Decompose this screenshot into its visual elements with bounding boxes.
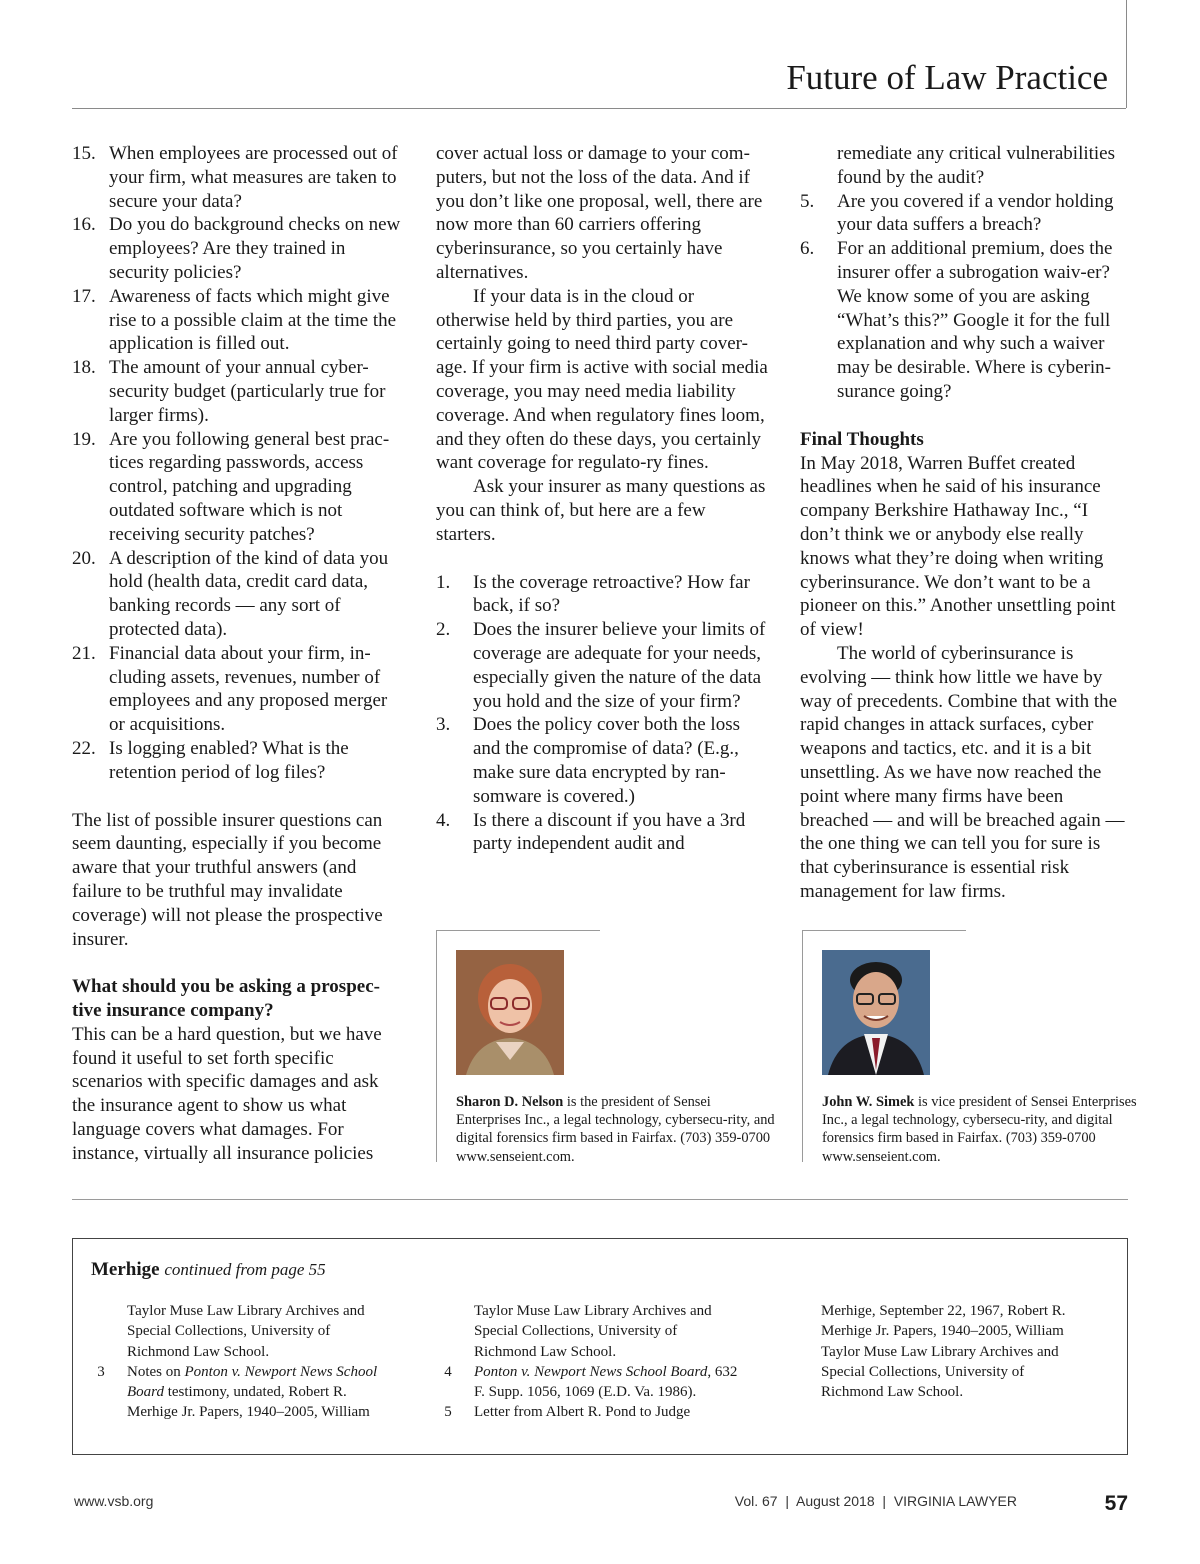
- list-item: 18. The amount of your annual cyber-security budget (particularly true for larger firms).: [72, 357, 386, 426]
- box-title: Merhige continued from page 55: [91, 1259, 326, 1280]
- bio-text: John W. Simek is vice president of Sensei Enterprises Inc., a legal technology, cybersecu-rity, and digital forensics firm based in Fairfax. (703) 359-0700 www.senseient.com.: [822, 1094, 1137, 1165]
- list-item: 3. Does the policy cover both the loss and the compromise of data? (E.g., make sure data encrypted by ran-somware is covered.): [436, 714, 741, 807]
- header-rule: [72, 108, 1126, 109]
- paragraph: cover actual loss or damage to your com-puters, but not the loss of the data. And if you don’t like one proposal, well, there are now more than 60 carriers offering cyberinsurance, so you certainly have alternatives.: [436, 143, 763, 283]
- list-item: 20. A description of the kind of data you hold (health data, credit card data, banking records — any sort of protected data).: [72, 547, 389, 640]
- list-item: 1. Is the coverage retroactive? How far back, if so?: [436, 571, 750, 617]
- bio-rule: [802, 930, 966, 931]
- list-item: 16. Do you do background checks on new employees? Are they trained in security policies?: [72, 214, 401, 283]
- bio-rule: [436, 930, 600, 931]
- notes-column-1: [91, 1301, 391, 1423]
- insurer-question-list: [436, 571, 768, 857]
- endnote: 4 Ponton v. Newport News School Board, 632 F. Supp. 1056, 1069 (E.D. Va. 1986).: [444, 1363, 738, 1401]
- author-photo: [456, 950, 564, 1075]
- footer-url: www.vsb.org: [74, 1493, 154, 1509]
- list-item: 15. When employees are processed out of your firm, what measures are taken to secure your data?: [72, 143, 398, 212]
- notes-column-3: [785, 1301, 1085, 1402]
- paragraph: This can be a hard question, but we have found it useful to set forth specific scenarios with specific damages and ask the insurance agent to show us what language covers what damages. For instance, virtually all insurance policies: [72, 1023, 382, 1164]
- list-item: 6. For an additional premium, does the insurer offer a subrogation waiv-er? We know some of you are asking “What’s this?” Google it for the full explanation and why such a waiver may be desirable. Where is cyberin-surance going?: [800, 238, 1113, 402]
- header-divider-vertical: [1126, 0, 1127, 108]
- bio-rule: [802, 930, 803, 1162]
- paragraph: Ask your insurer as many questions as you can think of, but here are a few starters.: [436, 476, 766, 545]
- article-column-2: [436, 142, 768, 856]
- paragraph: In May 2018, Warren Buffet created headlines when he said of his insurance company Berkshire Hathaway Inc., “I don’t think we or anybody else really knows what they’re doing when writing cyberinsurance. We don’t want to be a pioneer on this.” Another unsettling point of view!: [800, 452, 1116, 641]
- endnote: 3 Notes on Ponton v. Newport News School Board testimony, undated, Robert R. Merhige Jr. Papers, 1940–2005, William: [97, 1363, 378, 1421]
- list-item: 19. Are you following general best prac-tices regarding passwords, access control, patching and upgrading outdated software which is not receiving security patches?: [72, 428, 390, 545]
- endnote: Taylor Muse Law Library Archives and Special Collections, University of Richmond Law School.: [127, 1303, 365, 1360]
- list-item: 5. Are you covered if a vendor holding your data suffers a breach?: [800, 190, 1114, 236]
- continued-notes-box: [72, 1238, 1128, 1455]
- author-bio-nelson: [436, 930, 775, 1165]
- endnote: 5 Letter from Albert R. Pond to Judge: [444, 1404, 691, 1421]
- endnote: Merhige, September 22, 1967, Robert R. Merhige Jr. Papers, 1940–2005, William Taylor Muse Law Library Archives and Special Collections, University of Richmond Law School.: [821, 1303, 1066, 1401]
- list-item: 22. Is logging enabled? What is the retention period of log files?: [72, 737, 349, 783]
- page-number: 57: [1104, 1492, 1128, 1515]
- article-column-1: [72, 142, 404, 1166]
- paragraph: The list of possible insurer questions can seem daunting, especially if you become aware that your truthful answers (and failure to be truthful may invalidate coverage) will not please the prospective insurer.: [72, 809, 383, 950]
- author-photo: [822, 950, 930, 1075]
- article-column-3: [800, 142, 1130, 904]
- paragraph: The world of cyberinsurance is evolving — think how little we have by way of precedents. Combine that with the rapid changes in attack surfaces, cyber weapons and tactics, etc. and it is a bit unsettling. As we have now reached the point where many firms have been breached — and will be breached again — the one thing we can tell you for sure is that cyberinsurance is essential risk management for law firms.: [800, 642, 1125, 902]
- bio-text: Sharon D. Nelson is the president of Sensei Enterprises Inc., a legal technology, cybersecu-rity, and digital forensics firm based in Fairfax. (703) 359-0700 www.senseient.com.: [456, 1094, 775, 1165]
- list-item: 4. Is there a discount if you have a 3rd party independent audit and: [436, 809, 746, 855]
- endnote: Taylor Muse Law Library Archives and Special Collections, University of Richmond Law School.: [474, 1303, 712, 1360]
- bio-rule: [436, 930, 437, 1162]
- section-title: Future of Law Practice: [786, 58, 1108, 97]
- author-bio-simek: [802, 930, 1137, 1165]
- subheading: What should you be asking a prospec-tive insurance company?: [72, 976, 380, 1022]
- footer-issue: Vol. 67 | August 2018 | VIRGINIA LAWYER: [734, 1493, 1017, 1509]
- insurer-question-list-continued: [800, 190, 1130, 404]
- list-item: 21. Financial data about your firm, in-cluding assets, revenues, number of employees and any proposed merger or acquisitions.: [72, 642, 388, 736]
- notes-column-2: [438, 1301, 738, 1423]
- subheading: Final Thoughts: [800, 428, 924, 450]
- paragraph: If your data is in the cloud or otherwise held by third parties, you are certainly going to need third party cover-age. If your firm is active with social media coverage, you may need media liability coverage. And when regulatory fines loom, and they often do these days, you certainly want coverage for regulato-ry fines.: [436, 285, 768, 474]
- list-item: 17. Awareness of facts which might give rise to a possible claim at the time the application is filled out.: [72, 285, 397, 355]
- section-divider: [72, 1199, 1128, 1200]
- list-item: 2. Does the insurer believe your limits of coverage are adequate for your needs, especially given the nature of the data you hold and the size of your firm?: [436, 619, 766, 712]
- question-list-continued: [72, 142, 404, 785]
- list-item-continued: remediate any critical vulnerabilities found by the audit?: [837, 143, 1116, 188]
